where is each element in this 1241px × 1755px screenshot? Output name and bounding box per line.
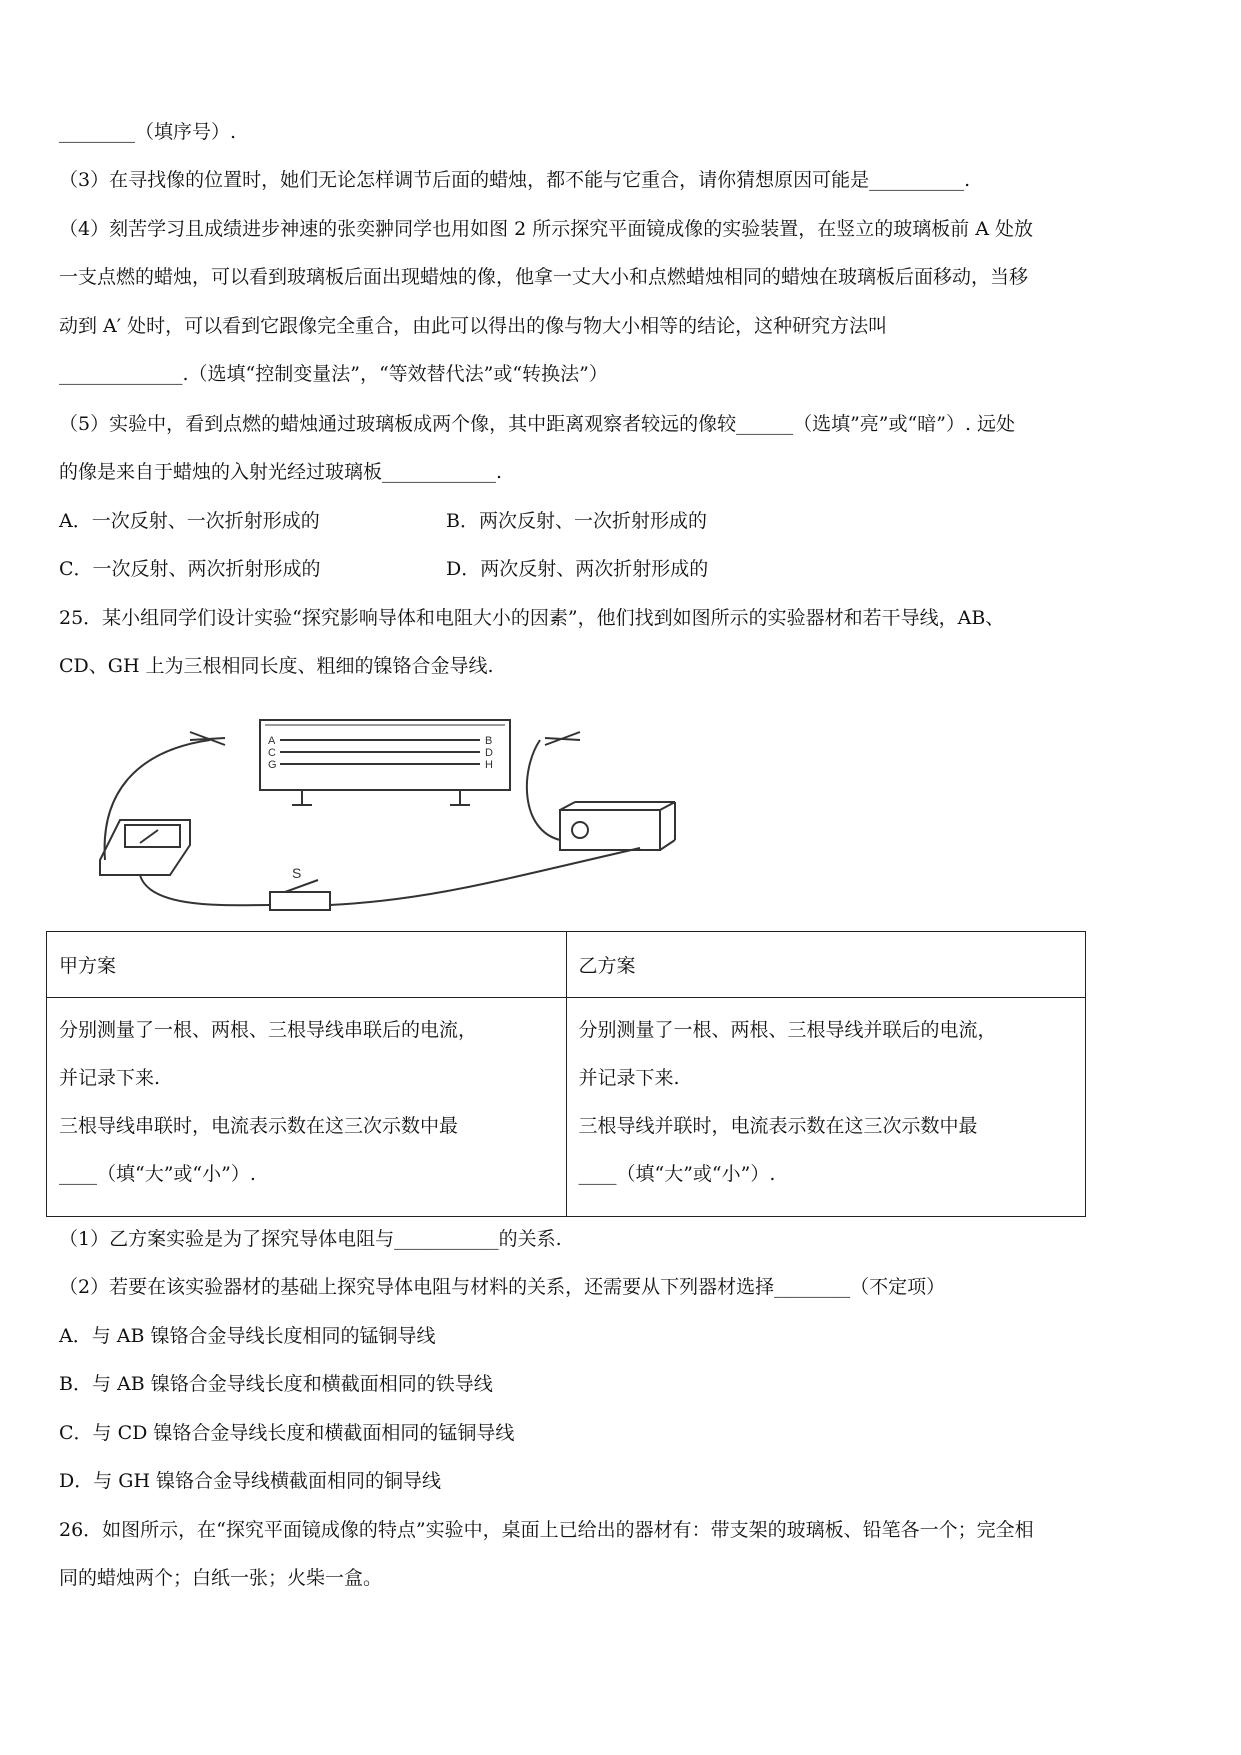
power-supply <box>560 810 660 850</box>
switch-label: S <box>292 865 302 881</box>
sub-question-2: （2）若要在该实验器材的基础上探究导体电阻与材料的关系，还需要从下列器材选择________（不定项） <box>59 1276 946 1298</box>
sub-option-a: A．与 AB 镍铬合金导线长度相同的锰铜导线 <box>59 1325 436 1347</box>
question-4-line-3: 动到 A′ 处时，可以看到它跟像完全重合，由此可以得出的像与物大小相等的结论，这种研究方法叫 <box>59 315 888 337</box>
fill-blank-line: ________（填序号）. <box>59 121 237 143</box>
sub-option-b: B．与 AB 镍铬合金导线长度和横截面相同的铁导线 <box>59 1373 493 1395</box>
plan-a-line-2: 并记录下来. <box>59 1067 161 1089</box>
option-b: B．两次反射、一次折射形成的 <box>446 510 707 532</box>
plan-b-header: 乙方案 <box>566 932 1086 998</box>
question-5-line-1: （5）实验中，看到点燃的蜡烛通过玻璃板成两个像，其中距离观察者较远的像较______（选填”亮”或“暗”）. 远处 <box>59 413 1016 435</box>
switch <box>270 892 330 910</box>
plan-b-line-1: 分别测量了一根、两根、三根导线并联后的电流， <box>578 1019 997 1041</box>
circuit-figure <box>80 710 720 920</box>
plan-a-header: 甲方案 <box>47 932 567 998</box>
plan-a-body <box>47 998 567 1217</box>
option-a: A．一次反射、一次折射形成的 <box>59 510 320 532</box>
board-label-left-1: A <box>268 735 276 747</box>
plan-b-line-2: 并记录下来. <box>578 1067 680 1089</box>
question-4-line-2: 一支点燃的蜡烛，可以看到玻璃板后面出现蜡烛的像，他拿一丈大小和点燃蜡烛相同的蜡烛在玻璃板后面移动，当移 <box>59 266 1029 288</box>
plan-a-line-4: ____（填“大”或“小”）. <box>59 1163 256 1185</box>
option-d: D．两次反射、两次折射形成的 <box>446 558 709 580</box>
board-label-right-1: B <box>485 735 493 747</box>
board-label-right-2: D <box>485 747 493 759</box>
question-25-line-1: 25．某小组同学们设计实验“探究影响导体和电阻大小的因素”，他们找到如图所示的实验器材和若干导线，AB、 <box>59 607 1005 629</box>
question-3: （3）在寻找像的位置时，她们无论怎样调节后面的蜡烛，都不能与它重合，请你猜想原因可能是__________. <box>59 169 971 191</box>
plan-table <box>46 931 1086 1217</box>
question-26-line-1: 26．如图所示，在“探究平面镜成像的特点”实验中，桌面上已给出的器材有：带支架的玻璃板、铅笔各一个；完全相 <box>59 1519 1034 1541</box>
plan-b-line-4: ____（填“大”或“小”）. <box>578 1163 776 1185</box>
plan-a-line-3: 三根导线串联时，电流表示数在这三次示数中最 <box>59 1115 459 1137</box>
board-label-left-3: G <box>268 759 277 771</box>
question-5-line-2: 的像是来自于蜡烛的入射光经过玻璃板____________. <box>59 461 503 483</box>
question-4-line-4: _____________.（选填“控制变量法”，“等效替代法”或“转换法”） <box>59 363 608 385</box>
resistance-board <box>260 720 510 790</box>
sub-question-1: （1）乙方案实验是为了探究导体电阻与___________的关系. <box>59 1228 562 1250</box>
question-26-line-2: 同的蜡烛两个；白纸一张；火柴一盒。 <box>59 1567 383 1589</box>
board-label-left-2: C <box>268 747 276 759</box>
board-label-right-3: H <box>485 759 493 771</box>
question-25-line-2: CD、GH 上为三根相同长度、粗细的镍铬合金导线. <box>59 655 494 677</box>
plan-a-line-1: 分别测量了一根、两根、三根导线串联后的电流， <box>59 1019 478 1041</box>
plan-b-line-3: 三根导线并联时，电流表示数在这三次示数中最 <box>578 1115 978 1137</box>
option-c: C．一次反射、两次折射形成的 <box>59 558 321 580</box>
sub-option-c: C．与 CD 镍铬合金导线长度和横截面相同的锰铜导线 <box>59 1422 515 1444</box>
question-4-line-1: （4）刻苦学习且成绩进步神速的张奕翀同学也用如图 2 所示探究平面镜成像的实验装置，在竖立的玻璃板前 A 处放 <box>59 218 1034 240</box>
plan-b-body <box>566 998 1086 1217</box>
sub-option-d: D．与 GH 镍铬合金导线横截面相同的铜导线 <box>59 1470 442 1492</box>
